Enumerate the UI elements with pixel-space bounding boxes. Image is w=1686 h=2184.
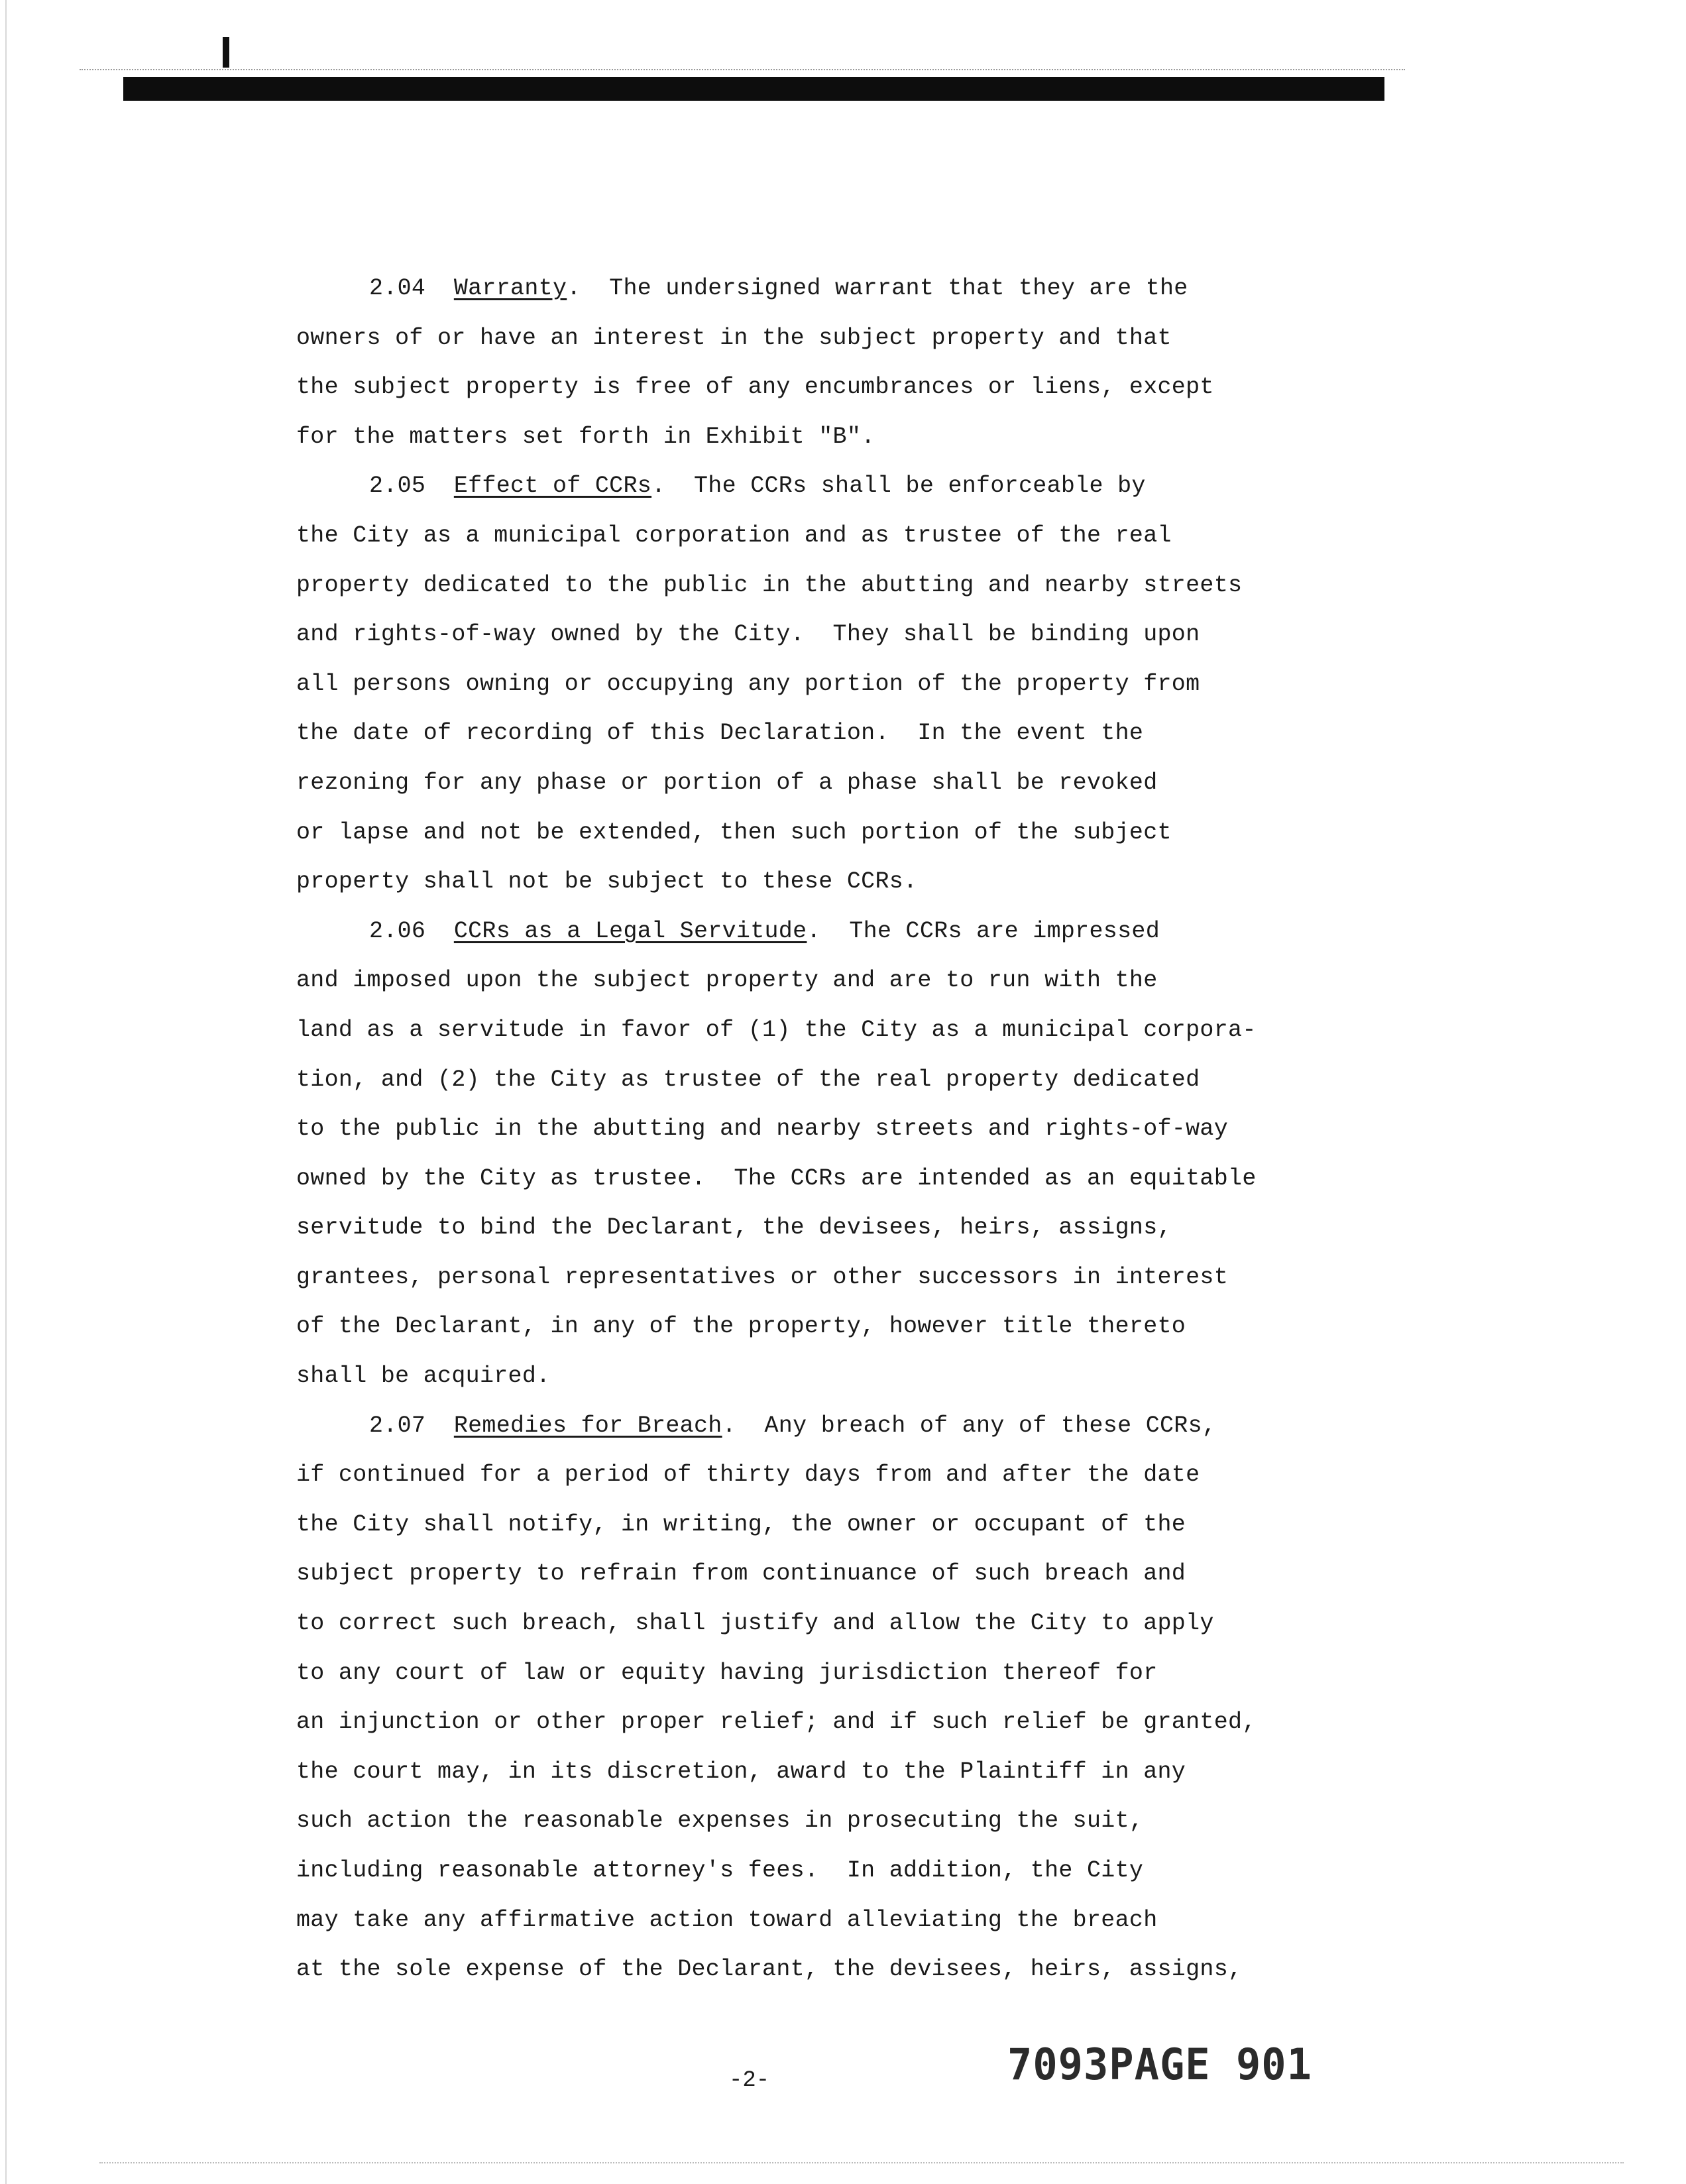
- text-line: the subject property is free of any encumbrances or liens, except: [296, 374, 1214, 401]
- text-line: and rights-of-way owned by the City. They shall be binding upon: [296, 621, 1200, 648]
- text-line: shall be acquired.: [296, 1363, 551, 1390]
- text-line: owners of or have an interest in the subject property and that: [296, 324, 1172, 351]
- document-body: [296, 264, 1370, 1994]
- top-scan-mark: [223, 37, 229, 68]
- scan-black-bar: [123, 77, 1384, 101]
- text-line: such action the reasonable expenses in prosecuting the suit,: [296, 1808, 1144, 1835]
- paragraph-heading-line: [296, 461, 1370, 511]
- text-line: including reasonable attorney's fees. In addition, the City: [296, 1857, 1144, 1884]
- text-line: to the public in the abutting and nearby streets and rights-of-way: [296, 1116, 1229, 1143]
- text-line: to any court of law or equity having jurisdiction thereof for: [296, 1659, 1158, 1686]
- page-left-edge: [5, 0, 7, 2184]
- text-line: property dedicated to the public in the abutting and nearby streets: [296, 571, 1243, 599]
- text-line: the court may, in its discretion, award to the Plaintiff in any: [296, 1758, 1186, 1785]
- section-number: 2.07: [369, 1412, 426, 1439]
- text-line: may take any affirmative action toward alleviating the breach: [296, 1906, 1158, 1933]
- text-line: property shall not be subject to these CCRs.: [296, 868, 918, 895]
- text-line: the City shall notify, in writing, the owner or occupant of the: [296, 1511, 1186, 1538]
- section-heading: CCRs as a Legal Servitude: [453, 917, 807, 945]
- text-line: subject property to refrain from continuance of such breach and: [296, 1560, 1186, 1587]
- text-line: or lapse and not be extended, then such portion of the subject: [296, 819, 1172, 846]
- paragraph-heading-line: [296, 907, 1370, 956]
- text-line: for the matters set forth in Exhibit "B".: [296, 423, 875, 450]
- top-scan-dots: [80, 69, 1405, 72]
- text-line: . The CCRs shall be enforceable by: [651, 473, 1146, 500]
- section-number: 2.05: [369, 473, 426, 500]
- recording-stamp: 7093PAGE 901: [1007, 2039, 1312, 2090]
- section-number: 2.06: [369, 917, 426, 945]
- text-line: . Any breach of any of these CCRs,: [722, 1412, 1217, 1439]
- text-line: . The CCRs are impressed: [807, 917, 1160, 945]
- section-number: 2.04: [369, 275, 426, 302]
- page-number: -2-: [729, 2068, 770, 2093]
- text-line: grantees, personal representatives or other successors in interest: [296, 1263, 1229, 1291]
- text-line: owned by the City as trustee. The CCRs are intended as an equitable: [296, 1165, 1257, 1192]
- text-line: . The undersigned warrant that they are the: [567, 275, 1188, 302]
- paragraph-heading-line: [296, 264, 1370, 314]
- section-heading: Remedies for Breach: [453, 1412, 722, 1439]
- text-line: rezoning for any phase or portion of a phase shall be revoked: [296, 769, 1158, 796]
- text-line: if continued for a period of thirty days from and after the date: [296, 1462, 1200, 1489]
- text-line: of the Declarant, in any of the property, however title thereto: [296, 1313, 1186, 1340]
- text-line: the date of recording of this Declaration. In the event the: [296, 720, 1144, 747]
- text-line: at the sole expense of the Declarant, the devisees, heirs, assigns,: [296, 1956, 1243, 1983]
- text-line: servitude to bind the Declarant, the devisees, heirs, assigns,: [296, 1214, 1172, 1241]
- text-line: to correct such breach, shall justify and allow the City to apply: [296, 1610, 1214, 1637]
- text-line: an injunction or other proper relief; and if such relief be granted,: [296, 1709, 1257, 1736]
- bottom-scan-line: [99, 2162, 1624, 2165]
- text-line: all persons owning or occupying any portion of the property from: [296, 670, 1200, 697]
- text-line: land as a servitude in favor of (1) the City as a municipal corpora-: [296, 1016, 1257, 1043]
- paragraph-heading-line: [296, 1401, 1370, 1451]
- section-heading: Effect of CCRs: [453, 473, 652, 500]
- text-line: the City as a municipal corporation and as trustee of the real: [296, 522, 1172, 549]
- section-heading: Warranty: [453, 275, 567, 302]
- text-line: and imposed upon the subject property and are to run with the: [296, 967, 1158, 994]
- text-line: tion, and (2) the City as trustee of the real property dedicated: [296, 1066, 1200, 1093]
